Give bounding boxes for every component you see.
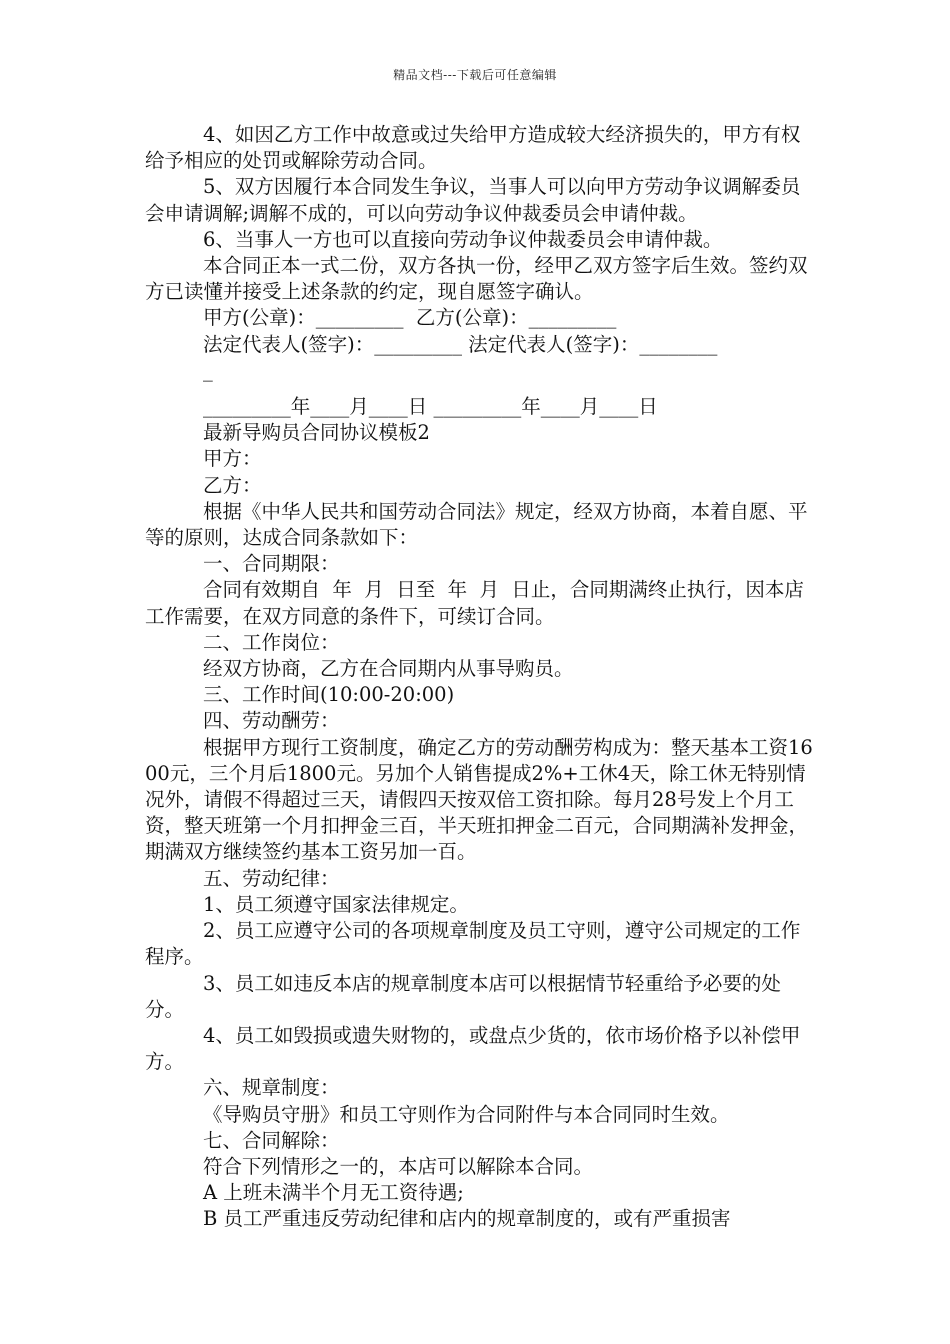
- section-2-text: 经双方协商，乙方在合同期内从事导购员。: [203, 657, 574, 681]
- date-line: _________年____月____日 _________年____月____日: [203, 395, 658, 419]
- section-5-item-2: 2、员工应遵守公司的各项规章制度及员工守则，遵守公司规定的工作程序。: [145, 919, 801, 969]
- document-body: [145, 122, 815, 1233]
- party-a-label: 甲方：: [203, 447, 262, 471]
- party-b-label: 乙方：: [203, 473, 262, 497]
- section-7-item-a: A 上班未满半个月无工资待遇;: [203, 1181, 464, 1205]
- section-5-item-3: 3、员工如违反本店的规章制度本店可以根据情节轻重给予必要的处分。: [145, 971, 781, 1021]
- legal-rep-signature-line: 法定代表人(签字)：_________ 法定代表人(签字)：________ _: [203, 332, 718, 382]
- section-4-text: 根据甲方现行工资制度，确定乙方的劳动酬劳构成为：整天基本工资1600元，三个月后1800元。另加个人销售提成2%+工休4天，除工休无特别情况外，请假不得超过三天，请假四天按双倍工资扣除。每月28号发上个月工资，整天班第一个月扣押金三百，半天班扣押金二百元，合同期满补发押金，期满双方继续签约基本工资另加一百。: [145, 735, 813, 864]
- section-7-heading: 七、合同解除：: [203, 1128, 340, 1152]
- clause-4-loss: 4、如因乙方工作中故意或过失给甲方造成较大经济损失的，甲方有权给予相应的处罚或解除劳动合同。: [145, 123, 801, 173]
- section-6-text: 《导购员守册》和员工守则作为合同附件与本合同同时生效。: [203, 1102, 730, 1126]
- section-4-heading: 四、劳动酬劳：: [203, 709, 340, 733]
- section-5-item-1: 1、员工须遵守国家法律规定。: [203, 892, 469, 916]
- page-header-note: 精品文档---下载后可任意编辑: [393, 68, 557, 82]
- section-6-heading: 六、规章制度：: [203, 1076, 340, 1100]
- clause-5-dispute: 5、双方因履行本合同发生争议，当事人可以向甲方劳动争议调解委员会申请调解;调解不成的，可以向劳动争议仲裁委员会申请仲裁。: [145, 175, 801, 225]
- section-5-item-4: 4、员工如毁损或遗失财物的，或盘点少货的，依市场价格予以补偿甲方。: [145, 1023, 801, 1074]
- clause-6-arbitration: 6、当事人一方也可以直接向劳动争议仲裁委员会申请仲裁。: [203, 227, 723, 251]
- section-7-item-b: B 员工严重违反劳动纪律和店内的规章制度的，或有严重损害: [203, 1207, 731, 1231]
- preamble: 根据《中华人民共和国劳动合同法》规定，经双方协商，本着自愿、平等的原则，达成合同条款如下：: [145, 499, 808, 550]
- section-1-text: 合同有效期自 年 月 日至 年 月 日止，合同期满终止执行，因本店工作需要，在双方同意的条件下，可续订合同。: [145, 578, 804, 628]
- section-1-heading: 一、合同期限：: [203, 552, 340, 576]
- contract-copies-clause: 本合同正本一式二份，双方各执一份，经甲乙双方签字后生效。签约双方已读懂并接受上述条款的约定，现自愿签字确认。: [145, 254, 808, 304]
- seal-line: 甲方(公章)：_________ 乙方(公章)：_________: [203, 306, 617, 330]
- section-7-intro: 符合下列情形之一的，本店可以解除本合同。: [203, 1154, 594, 1178]
- section-3-heading: 三、工作时间(10:00-20:00): [203, 683, 455, 707]
- template-title: 最新导购员合同协议模板2: [203, 421, 430, 445]
- section-2-heading: 二、工作岗位：: [203, 630, 340, 654]
- section-5-heading: 五、劳动纪律：: [203, 866, 340, 890]
